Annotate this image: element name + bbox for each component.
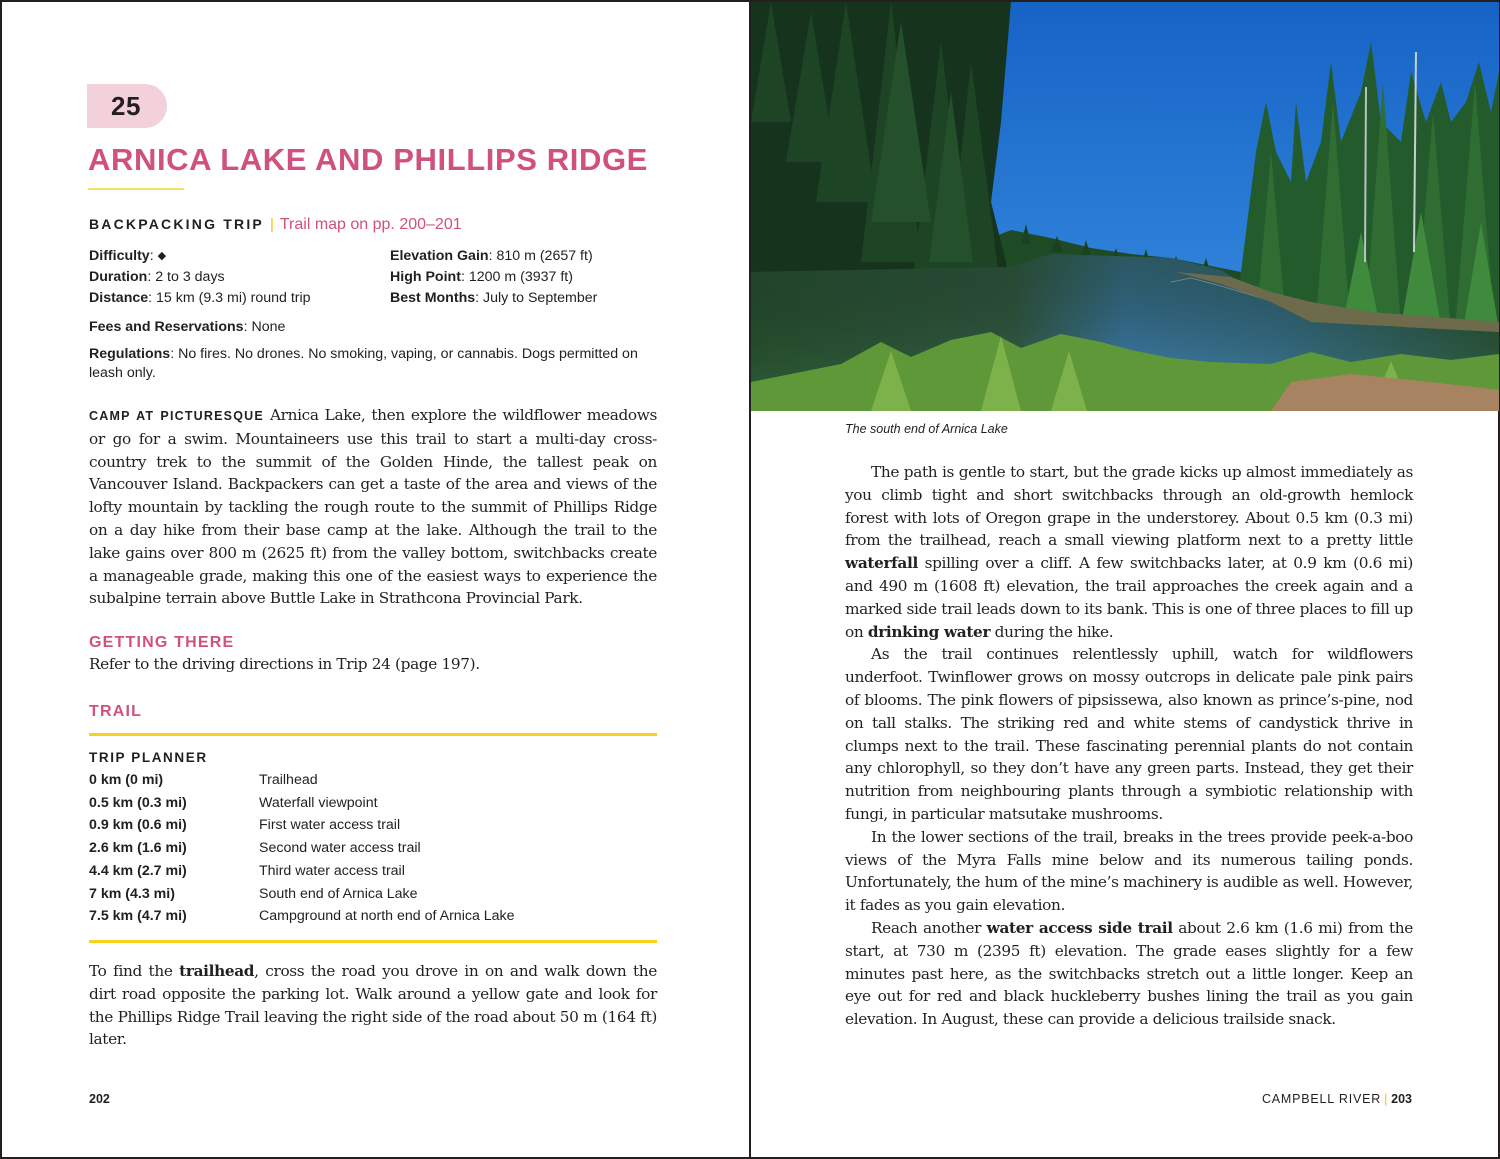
getting-there-heading: GETTING THERE	[89, 634, 235, 651]
planner-description: Second water access trail	[259, 840, 421, 857]
separator: |	[1384, 1092, 1389, 1106]
planner-row	[89, 840, 657, 862]
planner-distance: 7.5 km (4.7 mi)	[89, 908, 187, 925]
map-reference: Trail map on pp. 200–201	[279, 216, 462, 233]
right-page	[750, 0, 1500, 1159]
planner-distance: 0.5 km (0.3 mi)	[89, 794, 187, 811]
trail-heading: TRAIL	[89, 703, 143, 720]
photo-caption: The south end of Arnica Lake	[845, 422, 1008, 436]
body-paragraph: As the trail continues relentlessly uphill, watch for wildflowers underfoot. Twinflower grows on mossy outcrops in delicate pale pink pairs of blooms. The pink flowers of pipsissewa, also known as prince’s-pine, nod on tall stalks. The striking red and white stems of candystick thrive in clumps next to the trail. These fascinating perennial plants do not contain any chlorophyll, so they don’t have any green parts. Instead, they get their nutrition from neighbouring plants through a symbiotic relationship with fungi, in particular matsutake mushrooms.	[845, 645, 1413, 823]
black-diamond-icon: ◆	[157, 250, 167, 262]
getting-there-text: Refer to the driving directions in Trip 24 (page 197).	[89, 655, 480, 673]
planner-distance: 7 km (4.3 mi)	[89, 885, 175, 902]
fact-best-months: Best Months: July to September	[390, 290, 598, 306]
bold-term: waterfall	[845, 554, 918, 573]
lake-photo	[751, 2, 1499, 411]
separator: |	[269, 216, 274, 233]
fact-fees: Fees and Reservations: None	[89, 319, 286, 335]
body-paragraph: Reach another water access side trail about 2.6 km (1.6 mi) from the start, at 730 m (2395 ft) elevation. The grade eases slightly for a few minutes past here, as the switchbacks stretch out a little longer. Keep an eye out for red and black huckleberry bushes lining the trail as you gain elevation. In August, these can provide a delicious trailside snack.	[845, 918, 1413, 1029]
planner-row	[89, 795, 657, 817]
bold-term: water access side trail	[986, 918, 1173, 937]
running-footer	[1262, 1092, 1412, 1106]
planner-row	[89, 908, 657, 930]
planner-description: Third water access trail	[259, 862, 405, 879]
fact-elevation-gain: Elevation Gain: 810 m (2657 ft)	[390, 248, 593, 264]
planner-description: South end of Arnica Lake	[259, 885, 418, 902]
title-underline	[88, 188, 184, 190]
fact-high-point: High Point: 1200 m (3937 ft)	[390, 269, 573, 285]
lead-in: CAMP AT PICTURESQUE	[89, 409, 264, 423]
lake-photo-image	[751, 2, 1499, 411]
page-title: ARNICA LAKE AND PHILLIPS RIDGE	[88, 142, 648, 177]
running-head: CAMPBELL RIVER	[1261, 1092, 1382, 1106]
planner-row	[89, 886, 657, 908]
fact-difficulty: Difficulty: ◆	[89, 248, 167, 264]
planner-description: Trailhead	[259, 772, 318, 788]
page-number: 203	[1391, 1092, 1412, 1106]
fact-distance: Distance: 15 km (9.3 mi) round trip	[89, 290, 311, 306]
planner-bottom-rule	[89, 940, 657, 943]
fact-regulations: Regulations: No fires. No drones. No smoking, vaping, or cannabis. Dogs permitted on leash only.	[89, 346, 638, 381]
planner-description: Waterfall viewpoint	[259, 794, 378, 811]
planner-distance: 2.6 km (1.6 mi)	[89, 840, 187, 857]
planner-description: Campground at north end of Arnica Lake	[259, 908, 515, 925]
trip-type: BACKPACKING TRIP	[89, 216, 264, 232]
trip-planner-heading: TRIP PLANNER	[89, 750, 208, 765]
planner-top-rule	[89, 733, 657, 736]
planner-row	[89, 817, 657, 839]
planner-distance: 0 km (0 mi)	[89, 772, 164, 788]
trip-number: 25	[111, 91, 141, 121]
planner-distance: 4.4 km (2.7 mi)	[89, 862, 187, 879]
body-text	[845, 461, 1413, 1031]
fact-duration: Duration: 2 to 3 days	[89, 269, 225, 285]
planner-description: First water access trail	[259, 817, 401, 834]
bold-term: drinking water	[867, 622, 991, 641]
trip-number-badge	[87, 84, 167, 128]
body-paragraph: The path is gentle to start, but the grade kicks up almost immediately as you climb tight and short switchbacks through an old-growth hemlock forest with lots of Oregon grape in the understorey. About 0.5 km (0.3 mi) from the trailhead, reach a small viewing platform next to a pretty little waterfall spilling over a cliff. A few switchbacks later, at 0.9 km (0.6 mi) and 490 m (1608 ft) elevation, the trail approaches the creek again and a marked side trail leads down to its bank. This is one of three places to fill up on drinking water during the hike.	[845, 463, 1413, 641]
planner-row	[89, 863, 657, 885]
trailhead-paragraph: To find the trailhead, cross the road you drove in on and walk down the dirt road opposite the parking lot. Walk around a yellow gate and look for the Phillips Ridge Trail leaving the right side of the road about 50 m (164 ft) later.	[89, 962, 657, 1049]
planner-row	[89, 772, 657, 794]
planner-distance: 0.9 km (0.6 mi)	[89, 817, 187, 834]
intro-paragraph: CAMP AT PICTURESQUE Arnica Lake, then explore the wildflower meadows or go for a swim. Mountaineers use this trail to start a multi-day cross-country trek to the summit of the Golden Hinde, the tallest peak on Vancouver Island. Backpackers can get a taste of the area and views of the lofty mountain by tackling the rough route to the summit of Phillips Ridge on a day hike from their base camp at the lake. Although the trail to the lake gains over 800 m (2625 ft) from the valley bottom, switchbacks create a manageable grade, making this one of the easiest ways to experience the subalpine terrain above Buttle Lake in Strathcona Provincial Park.	[89, 406, 658, 608]
trip-type-line	[89, 216, 462, 234]
body-paragraph: In the lower sections of the trail, breaks in the trees provide peek-a-boo views of the Myra Falls mine below and its numerous tailing ponds. Unfortunately, the hum of the mine’s machinery is audible as well. However, it fades as you gain elevation.	[845, 827, 1413, 915]
page-number: 202	[89, 1092, 110, 1106]
